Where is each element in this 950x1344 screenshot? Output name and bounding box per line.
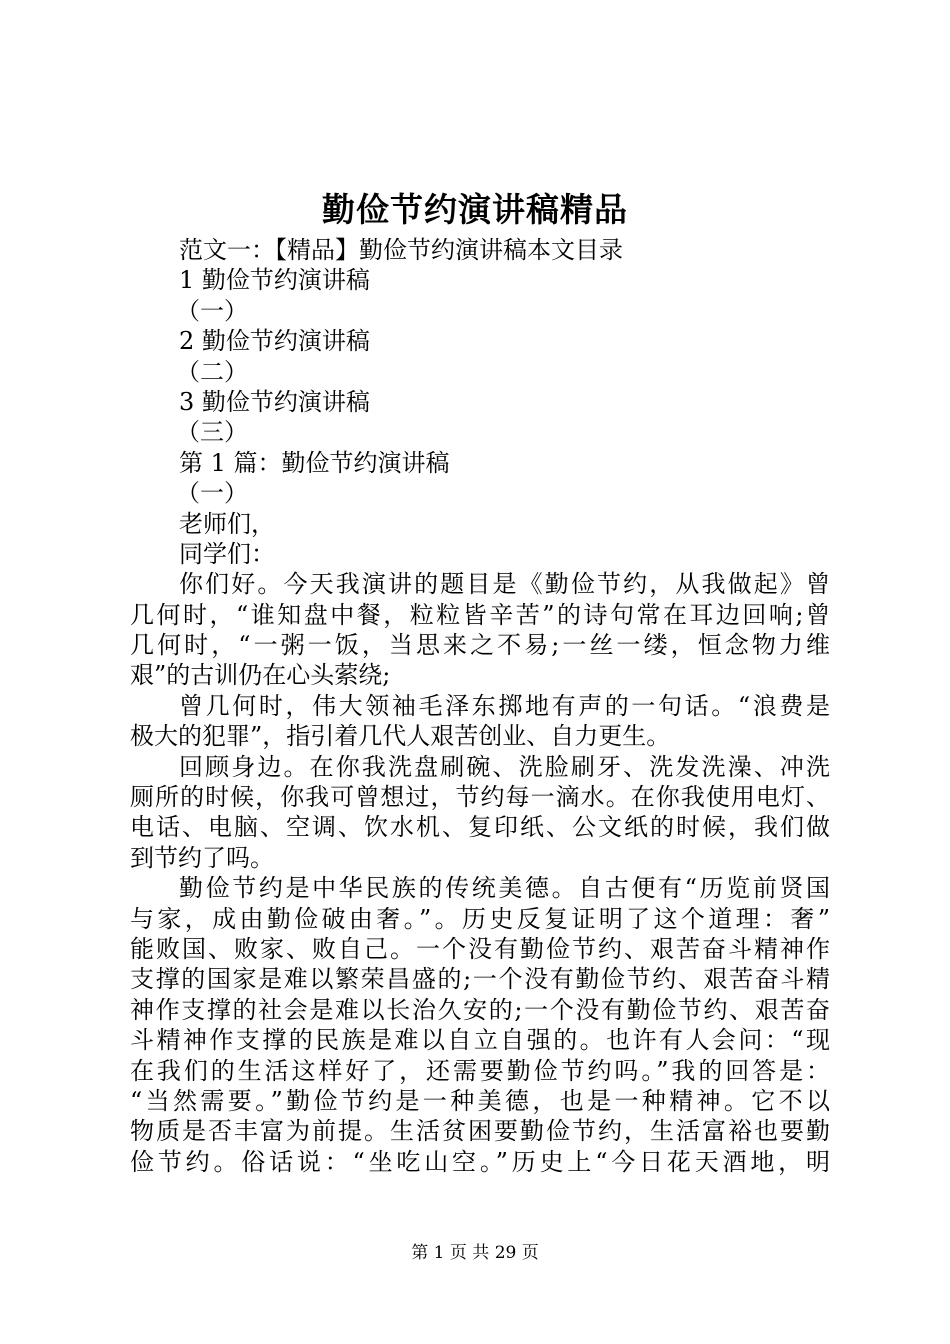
text-line: 2 勤俭节约演讲稿 xyxy=(179,327,370,356)
text-line: 老师们， xyxy=(179,509,275,538)
text-line: （一） xyxy=(176,479,248,508)
text-line: 与家，成由勤俭破由奢。”。历史反复证明了这个道理：奢” xyxy=(130,904,830,933)
text-line: 范文一：【精品】勤俭节约演讲稿本文目录 xyxy=(179,236,623,264)
text-line: 曾几何时，伟大领袖毛泽东掷地有声的一句话。“浪费是 xyxy=(179,691,830,720)
text-line: 斗精神作支撑的民族是难以自立自强的。也许有人会问：“现 xyxy=(130,1026,830,1055)
text-line: 厕所的时候，你我可曾想过，节约每一滴水。在你我使用电灯、 xyxy=(130,783,830,812)
text-line: 勤俭节约是中华民族的传统美德。自古便有“历览前贤国 xyxy=(179,874,830,903)
text-line: 你们好。今天我演讲的题目是《勤俭节约，从我做起》曾 xyxy=(179,570,830,599)
text-line: 同学们： xyxy=(179,539,275,568)
page-footer: 第 1 页 共 29 页 xyxy=(411,1243,539,1263)
text-line: （二） xyxy=(176,357,248,386)
text-line: 第 1 篇：勤俭节约演讲稿 xyxy=(179,448,450,477)
text-line: “当然需要。”勤俭节约是一种美德，也是一种精神。它不以 xyxy=(130,1086,830,1115)
text-line: 几何时，“一粥一饭，当思来之不易;一丝一缕，恒念物力维 xyxy=(130,631,830,660)
text-line: 在我们的生活这样好了，还需要勤俭节约吗。”我的回答是： xyxy=(130,1056,830,1085)
text-line: 极大的犯罪”，指引着几代人艰苦创业、自力更生。 xyxy=(130,722,671,751)
text-line: 俭节约。俗话说：“坐吃山空。”历史上“今日花天酒地，明 xyxy=(130,1147,830,1176)
text-line: 能败国、败家、败自己。一个没有勤俭节约、艰苦奋斗精神作 xyxy=(130,934,830,963)
text-line: （三） xyxy=(176,418,248,447)
text-line: 回顾身边。在你我洗盘刷碗、洗脸刷牙、洗发洗澡、冲洗 xyxy=(179,752,830,781)
text-line: 几何时，“谁知盘中餐，粒粒皆辛苦”的诗句常在耳边回响;曾 xyxy=(130,600,830,629)
text-line: 神作支撑的社会是难以长治久安的;一个没有勤俭节约、艰苦奋 xyxy=(130,995,830,1024)
text-line: 1 勤俭节约演讲稿 xyxy=(179,266,370,295)
document-title: 勤俭节约演讲稿精品 xyxy=(322,190,628,229)
text-line: 到节约了吗。 xyxy=(130,843,274,872)
document-body xyxy=(130,235,830,1177)
text-line: （一） xyxy=(176,296,248,325)
text-line: 支撑的国家是难以繁荣昌盛的;一个没有勤俭节约、艰苦奋斗精 xyxy=(130,965,830,994)
text-line: 艰”的古训仍在心头萦绕; xyxy=(130,661,391,690)
text-line: 3 勤俭节约演讲稿 xyxy=(179,387,370,416)
text-line: 物质是否丰富为前提。生活贫困要勤俭节约，生活富裕也要勤 xyxy=(130,1117,830,1146)
text-line: 电话、电脑、空调、饮水机、复印纸、公文纸的时候，我们做 xyxy=(130,813,830,842)
